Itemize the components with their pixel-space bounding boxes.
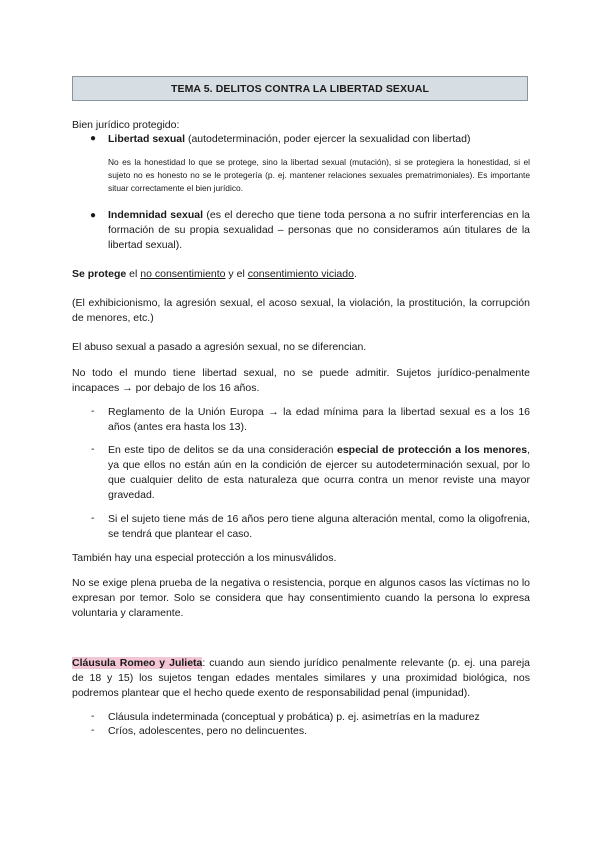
text-fragment: En este tipo de delitos se da una consideración [108, 444, 337, 456]
indemnidad-sexual-item [108, 208, 530, 253]
bullet-icon: ● [90, 210, 97, 221]
no-exige-paragraph: No se exige plena prueba de la negativa o resistencia, porque en algunos casos las víctimas no lo expresan por temor. Solo se considera que hay consentimiento cuando la persona lo expresa voluntaria y claramente. [72, 577, 530, 619]
indemnidad-sexual-term: Indemnidad sexual [108, 209, 203, 221]
indemnidad-sexual-desc: (es el derecho que tiene toda persona a no sufrir interferencias en la formación de su propia sexualidad – personas que no consideramos aún titulares de la libertad sexual). [108, 209, 531, 251]
ejemplos-paragraph: (El exhibicionismo, la agresión sexual, el acoso sexual, la violación, la prostitución, la corrupción de menores, etc.) [72, 297, 530, 324]
dash-marker: - [91, 405, 95, 417]
abuso-paragraph: El abuso sexual a pasado a agresión sexual, no se diferencian. [72, 341, 367, 353]
proteccion-menores-term: especial de protección a los menores [337, 444, 528, 456]
page-title: TEMA 5. DELITOS CONTRA LA LIBERTAD SEXUAL [72, 76, 528, 101]
dash-item-alteracion-mental: Si el sujeto tiene más de 16 años pero tiene alguna alteración mental, como la oligofrenia, se tendrá que plantear el caso. [108, 513, 530, 540]
no-todo-paragraph: No todo el mundo tiene libertad sexual, no se puede admitir. Sujetos jurídico-penalmente incapaces → por debajo de los 16 años. [72, 367, 530, 394]
romeo-julieta-highlight: Cláusula Romeo y Julieta [72, 657, 203, 669]
no-consentimiento: no consentimiento [140, 268, 226, 280]
libertad-sexual-desc: (autodeterminación, poder ejercer la sexualidad con libertad) [185, 133, 471, 145]
text-fragment: y el [225, 268, 248, 280]
bien-juridico-intro: Bien jurídico protegido: [72, 119, 180, 131]
text-fragment: , ya que ellos no están aún en la condición de ejercer su autodeterminación sexual, por lo que cualquier delito de esta naturaleza que ocurra contra un menor reviste una mayor gravedad. [108, 444, 530, 501]
consentimiento-viciado: consentimiento viciado [247, 268, 354, 280]
libertad-sexual-term: Libertad sexual [108, 133, 186, 145]
dash-marker: - [91, 512, 95, 524]
dash-item-reglamento: Reglamento de la Unión Europa → la edad mínima para la libertad sexual es a los 16 años (antes era hasta los 13). [108, 406, 530, 433]
text-fragment: el [126, 268, 141, 280]
bullet-icon: ● [90, 133, 97, 144]
dash-item-proteccion-menores [108, 443, 530, 503]
final-item-clausula: Cláusula indeterminada (conceptual y probática) p. ej. asimetrías en la madurez [108, 711, 480, 723]
text-fragment: . [353, 268, 357, 280]
libertad-sexual-item [108, 132, 528, 147]
romeo-julieta-desc: : cuando aun siendo jurídico penalmente relevante (p. ej. una pareja de 18 y 15) los sujetos tengan edades mentales similares y una proximidad biológica, nos podremos plantear que el hecho quede exento de responsabilidad penal (impunidad). [72, 657, 530, 699]
dash-marker: - [91, 443, 95, 455]
libertad-sexual-note: No es la honestidad lo que se protege, sino la libertad sexual (mutación), si se protegiera la honestidad, si el sujeto no es honesto no se le protegería (p. ej. mantener relaciones sexuales prematrimoniales). Es importante situar correctamente el bien jurídico. [108, 157, 530, 194]
romeo-julieta-paragraph [72, 656, 530, 701]
dash-marker: - [91, 710, 95, 722]
final-item-crios: Críos, adolescentes, pero no delincuentes. [108, 725, 308, 737]
minusvalidos-paragraph: También hay una especial protección a los minusválidos. [72, 552, 337, 564]
se-protege-term: Se protege [72, 268, 127, 280]
se-protege-paragraph [72, 267, 530, 282]
dash-marker: - [91, 724, 95, 736]
